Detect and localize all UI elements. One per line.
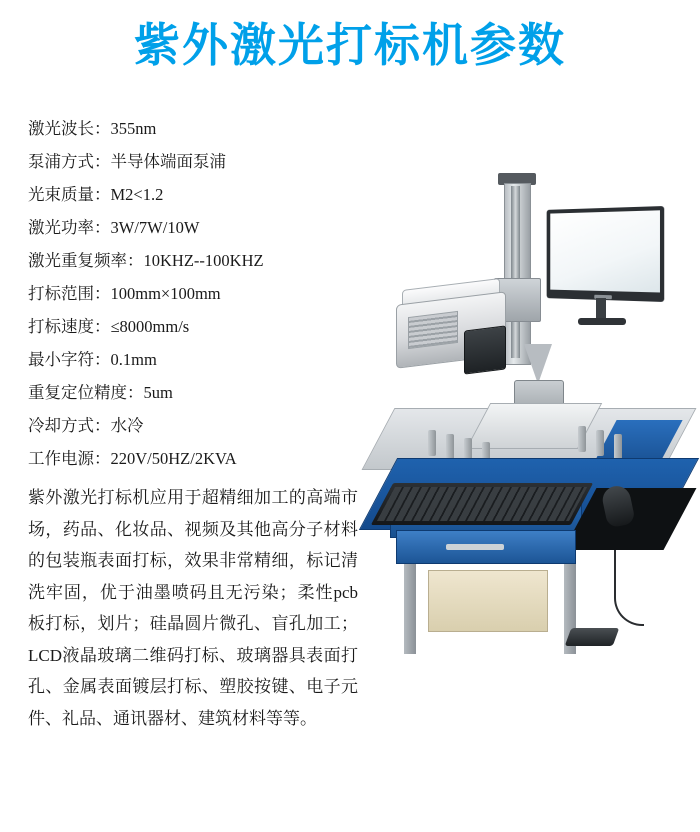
cabinet-door	[428, 570, 548, 632]
spec-item: 冷却方式：水冷	[28, 416, 144, 435]
fixture-pin	[446, 434, 454, 460]
page-title: 紫外激光打标机参数	[134, 20, 566, 71]
column-rail	[511, 186, 520, 358]
spec-item: 打标范围：100mm×100mm	[28, 284, 221, 303]
spec-item: 工作电源：220V/50HZ/2KVA	[28, 449, 237, 468]
drawer-handle[interactable]	[446, 544, 504, 550]
spec-item: 泵浦方式：半导体端面泵浦	[28, 152, 226, 171]
spec-item: 打标速度：≤8000mm/s	[28, 317, 190, 336]
fixture-pin	[578, 426, 586, 452]
fixture-pin	[614, 434, 622, 460]
description-paragraph: 紫外激光打标机应用于超精细加工的高端市场，药品、化妆品、视频及其他高分子材料的包装瓶表面打标，效果非常精细，标记清洗牢固，优于油墨喷码且无污染；柔性pcb板打标，划片；硅晶圆片微孔、盲孔加工；LCD液晶玻璃二维码打标、玻璃器具表面打孔、金属表面镀层打标、塑胶按键、电子元件、礼品、通讯器材、建筑材料等等。	[28, 488, 358, 728]
keyboard[interactable]	[371, 483, 593, 525]
power-cable	[614, 550, 644, 626]
spec-item: 光束质量：M2<1.2	[28, 185, 164, 204]
spec-item: 最小字符：0.1mm	[28, 350, 157, 369]
foot-pedal[interactable]	[565, 628, 620, 646]
spec-item: 激光重复频率：10KHZ--100KHZ	[28, 251, 264, 270]
laser-vent-grille	[408, 311, 458, 349]
monitor-screen	[550, 210, 660, 292]
spec-item: 激光波长：355nm	[28, 119, 157, 138]
cabinet-leg-left	[404, 562, 416, 654]
monitor-stand	[596, 298, 606, 320]
product-photo	[368, 158, 700, 678]
spec-item: 激光功率：3W/7W/10W	[28, 218, 200, 237]
scan-head	[464, 325, 506, 374]
monitor-base	[578, 318, 626, 325]
keyboard-keys	[377, 487, 587, 521]
monitor	[547, 206, 665, 302]
spec-list	[28, 112, 373, 475]
fixture-pin	[596, 430, 604, 456]
spec-item: 重复定位精度：5um	[28, 383, 173, 402]
fixture-pin	[428, 430, 436, 456]
focus-lens-cone	[524, 344, 552, 384]
